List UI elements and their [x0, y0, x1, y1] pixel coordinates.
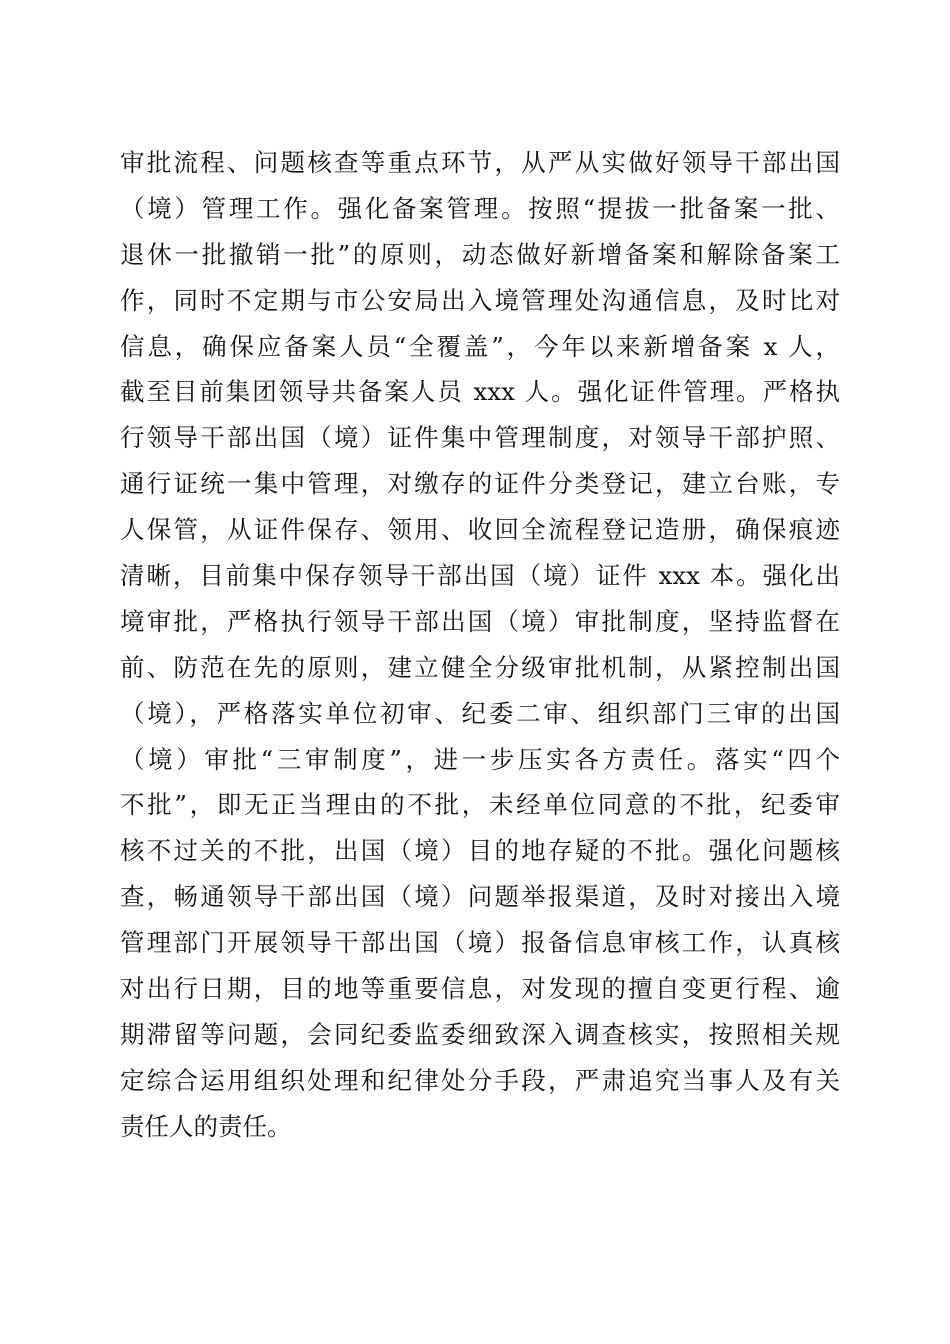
text-line: 行领导干部出国（境）证件集中管理制度，对领导干部护照、: [120, 423, 840, 453]
text-line: 定综合运用组织处理和纪律处分手段，严肃追究当事人及有关: [120, 1065, 840, 1095]
text-line: 截至目前集团领导共备案人员 xxx 人。强化证件管理。严格执: [120, 377, 840, 407]
text-line: 管理部门开展领导干部出国（境）报备信息审核工作，认真核: [120, 928, 840, 958]
text-line: 不批”，即无正当理由的不批，未经单位同意的不批，纪委审: [120, 790, 840, 820]
text-line: 人保管，从证件保存、领用、收回全流程登记造册，确保痕迹: [120, 515, 840, 545]
text-line: 责任人的责任。: [120, 1111, 292, 1141]
text-line: （境）管理工作。强化备案管理。按照“提拔一批备案一批、: [120, 193, 840, 223]
text-line: 核不过关的不批，出国（境）目的地存疑的不批。强化问题核: [120, 836, 840, 866]
text-line: 期滞留等问题，会同纪委监委细致深入调查核实，按照相关规: [120, 1019, 840, 1049]
text-line: 清晰，目前集中保存领导干部出国（境）证件 xxx 本。强化出: [120, 561, 840, 591]
text-line: 查，畅通领导干部出国（境）问题举报渠道，及时对接出入境: [120, 882, 840, 912]
text-line: 退休一批撤销一批”的原则，动态做好新增备案和解除备案工: [120, 239, 840, 269]
text-line: （境），严格落实单位初审、纪委二审、组织部门三审的出国: [120, 698, 840, 728]
text-line: 信息，确保应备案人员“全覆盖”，今年以来新增备案 x 人，: [120, 331, 840, 361]
text-line: 审批流程、问题核查等重点环节，从严从实做好领导干部出国: [120, 148, 840, 177]
text-line: （境）审批“三审制度”，进一步压实各方责任。落实“四个: [120, 744, 840, 774]
text-line: 通行证统一集中管理，对缴存的证件分类登记，建立台账，专: [120, 469, 840, 499]
text-line: 对出行日期，目的地等重要信息，对发现的擅自变更行程、逾: [120, 974, 840, 1004]
body-paragraph: [120, 140, 840, 1150]
text-line: 前、防范在先的原则，建立健全分级审批机制，从紧控制出国: [120, 652, 840, 682]
text-line: 境审批，严格执行领导干部出国（境）审批制度，坚持监督在: [120, 606, 840, 636]
text-line: 作，同时不定期与市公安局出入境管理处沟通信息，及时比对: [120, 285, 840, 315]
